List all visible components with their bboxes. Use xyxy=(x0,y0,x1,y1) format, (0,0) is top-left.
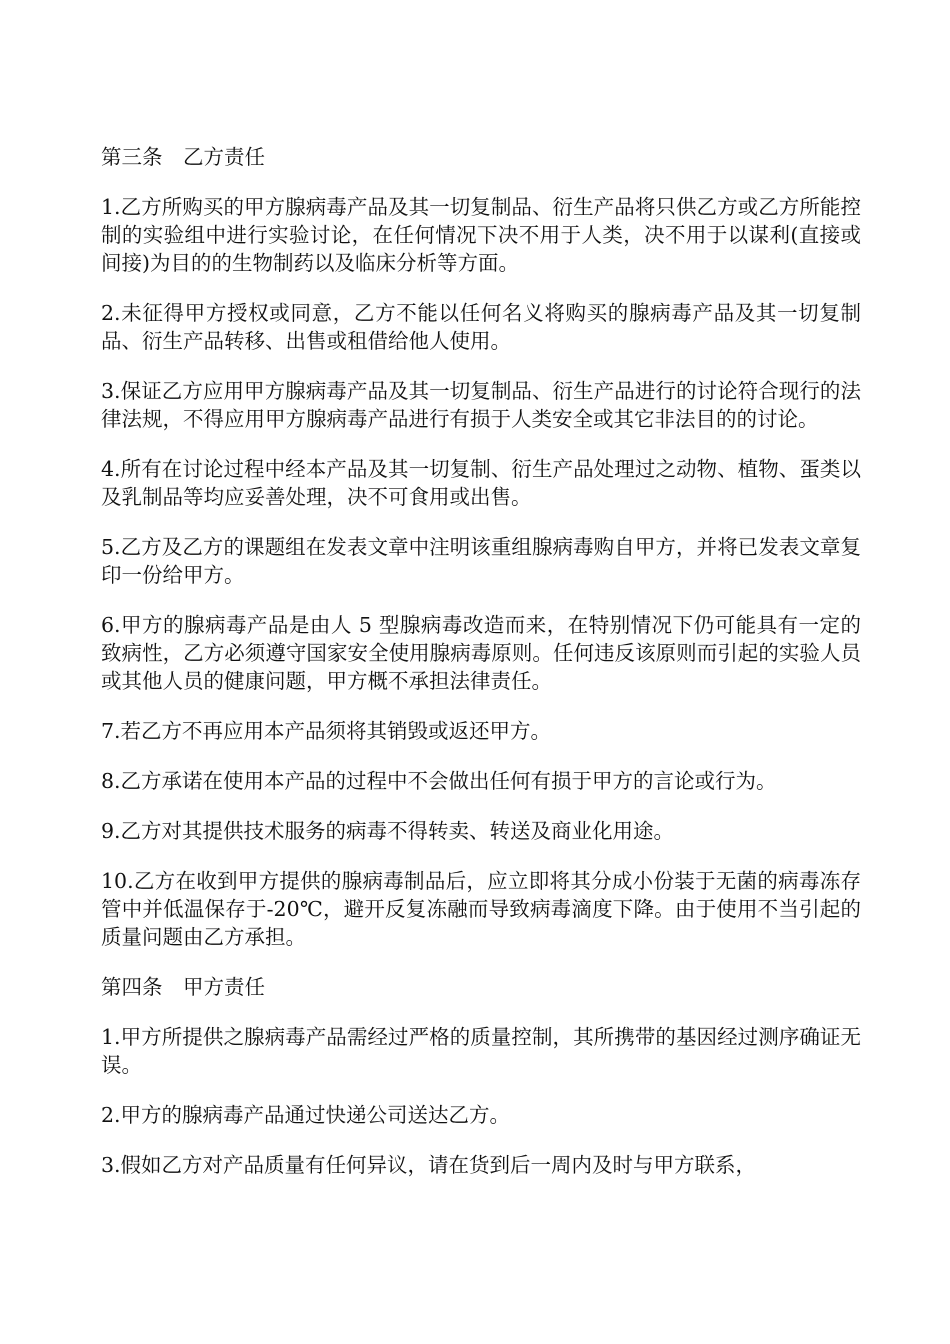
section-3-clause-10: 10.乙方在收到甲方提供的腺病毒制品后，应立即将其分成小份装于无菌的病毒冻存管中并低温保存于-20℃，避开反复冻融而导致病毒滴度下降。由于使用不当引起的质量问题由乙方承担。 xyxy=(101,869,861,949)
section-3-clause-2: 2.未征得甲方授权或同意，乙方不能以任何名义将购买的腺病毒产品及其一切复制品、衍生产品转移、出售或租借给他人使用。 xyxy=(101,301,861,353)
section-3-heading: 第三条 乙方责任 xyxy=(101,145,265,169)
section-3-clause-3: 3.保证乙方应用甲方腺病毒产品及其一切复制品、衍生产品进行的讨论符合现行的法律法规，不得应用甲方腺病毒产品进行有损于人类安全或其它非法目的的讨论。 xyxy=(101,379,861,431)
document-page xyxy=(101,143,861,1201)
section-4-clause-1: 1.甲方所提供之腺病毒产品需经过严格的质量控制，其所携带的基因经过测序确证无误。 xyxy=(101,1025,861,1077)
section-3-clause-9: 9.乙方对其提供技术服务的病毒不得转卖、转送及商业化用途。 xyxy=(101,819,675,843)
section-3-clause-8: 8.乙方承诺在使用本产品的过程中不会做出任何有损于甲方的言论或行为。 xyxy=(101,769,777,793)
section-4-heading: 第四条 甲方责任 xyxy=(101,975,265,999)
section-3-clause-6: 6.甲方的腺病毒产品是由人 5 型腺病毒改造而来，在特别情况下仍可能具有一定的致病性，乙方必须遵守国家安全使用腺病毒原则。任何违反该原则而引起的实验人员或其他人员的健康问题，甲方概不承担法律责任。 xyxy=(101,613,861,693)
section-3-clause-5: 5.乙方及乙方的课题组在发表文章中注明该重组腺病毒购自甲方，并将已发表文章复印一份给甲方。 xyxy=(101,535,861,587)
section-3-clause-7: 7.若乙方不再应用本产品须将其销毁或返还甲方。 xyxy=(101,719,552,743)
section-4-clause-3: 3.假如乙方对产品质量有任何异议，请在货到后一周内及时与甲方联系， xyxy=(101,1153,757,1177)
section-3-clause-1: 1.乙方所购买的甲方腺病毒产品及其一切复制品、衍生产品将只供乙方或乙方所能控制的实验组中进行实验讨论，在任何情况下决不用于人类，决不用于以谋利(直接或间接)为目的的生物制药以及临床分析等方面。 xyxy=(101,195,861,275)
section-4-clause-2: 2.甲方的腺病毒产品通过快递公司送达乙方。 xyxy=(101,1103,511,1127)
section-3-clause-4: 4.所有在讨论过程中经本产品及其一切复制、衍生产品处理过之动物、植物、蛋类以及乳制品等均应妥善处理，决不可食用或出售。 xyxy=(101,457,861,509)
